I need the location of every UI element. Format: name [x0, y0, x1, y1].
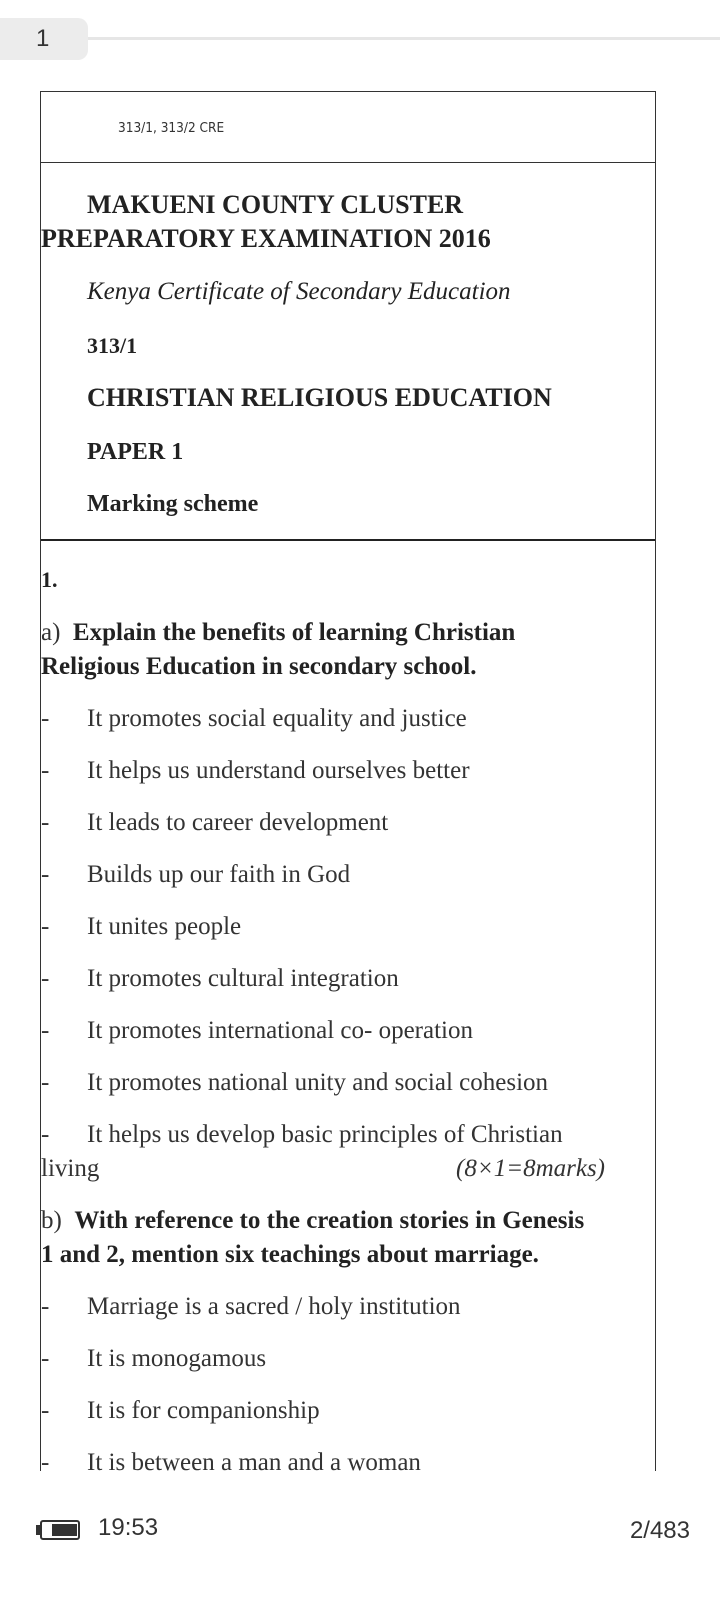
answer-a-point: - It promotes cultural integration [41, 965, 399, 992]
page-number-tab [0, 18, 88, 60]
answer-a-point: - It helps us develop basic principles of Christian [41, 1121, 563, 1148]
question-a-text-1: Explain the benefits of learning Christian [72, 619, 516, 646]
answer-a-point: - It promotes international co- operation [41, 1017, 473, 1044]
answer-a-continuation: living [41, 1155, 100, 1182]
certificate-name: Kenya Certificate of Secondary Education [87, 278, 511, 305]
bullet-dash: - [41, 1293, 50, 1320]
clock: 19:53 [98, 1514, 159, 1541]
header-code: 313/1, 313/2 CRE [118, 120, 225, 136]
page-number: 1 [36, 25, 50, 52]
bullet-dash: - [41, 913, 50, 940]
question-b-line-1 [41, 1207, 584, 1235]
answer-a-point: - It promotes national unity and social cohesion [41, 1069, 549, 1096]
bullet-dash: - [41, 1397, 50, 1424]
bullet-dash: - [41, 1121, 50, 1148]
answer-b-point: - It is for companionship [41, 1397, 320, 1424]
bullet-dash: - [41, 705, 50, 732]
title-line-1: MAKUENI COUNTY CLUSTER [87, 190, 464, 219]
answer-b-point: - Marriage is a sacred / holy institution [41, 1293, 461, 1320]
bullet-dash: - [41, 965, 50, 992]
bullet-dash: - [41, 1017, 50, 1044]
question-b-text-1: With reference to the creation stories in Genesis [74, 1207, 585, 1234]
answer-b-point: - It is monogamous [41, 1345, 267, 1372]
question-a-label: a) [41, 619, 61, 646]
question-b-text-2: 1 and 2, mention six teachings about marriage. [41, 1241, 539, 1268]
bullet-dash: - [41, 757, 50, 784]
marking-scheme-title: Marking scheme [87, 491, 259, 517]
subject-title: CHRISTIAN RELIGIOUS EDUCATION [87, 383, 552, 412]
question-b-label: b) [41, 1207, 62, 1234]
battery-icon [40, 1520, 80, 1540]
header-cell [41, 92, 655, 163]
page-divider [88, 37, 720, 40]
bullet-dash: - [41, 809, 50, 836]
answer-a-point: - It leads to career development [41, 809, 389, 836]
question-number: 1. [41, 567, 58, 592]
answer-a-point: - It helps us understand ourselves better [41, 757, 470, 784]
answer-a-point: - It unites people [41, 913, 242, 940]
marks-allocation: (8×1=8marks) [456, 1155, 605, 1182]
answer-a-point: - Builds up our faith in God [41, 861, 351, 888]
answer-b-point: - It is between a man and a woman [41, 1449, 421, 1471]
bullet-dash: - [41, 1345, 50, 1372]
title-line-2: PREPARATORY EXAMINATION 2016 [41, 224, 491, 253]
document-page [40, 91, 656, 1471]
bullet-dash: - [41, 1069, 50, 1096]
battery-nub [36, 1525, 40, 1535]
bullet-dash: - [41, 861, 50, 888]
answer-a-last-line [41, 1155, 621, 1183]
answer-a-point: - It promotes social equality and justice [41, 705, 467, 732]
paper-title: PAPER 1 [87, 439, 184, 465]
question-a-line-1 [41, 619, 515, 647]
paper-code: 313/1 [87, 333, 138, 358]
page-counter: 2/483 [629, 1517, 690, 1544]
question-a-text-2: Religious Education in secondary school. [41, 653, 477, 680]
title-block [41, 163, 655, 541]
bullet-dash: - [41, 1449, 50, 1471]
status-bar [0, 1500, 720, 1560]
